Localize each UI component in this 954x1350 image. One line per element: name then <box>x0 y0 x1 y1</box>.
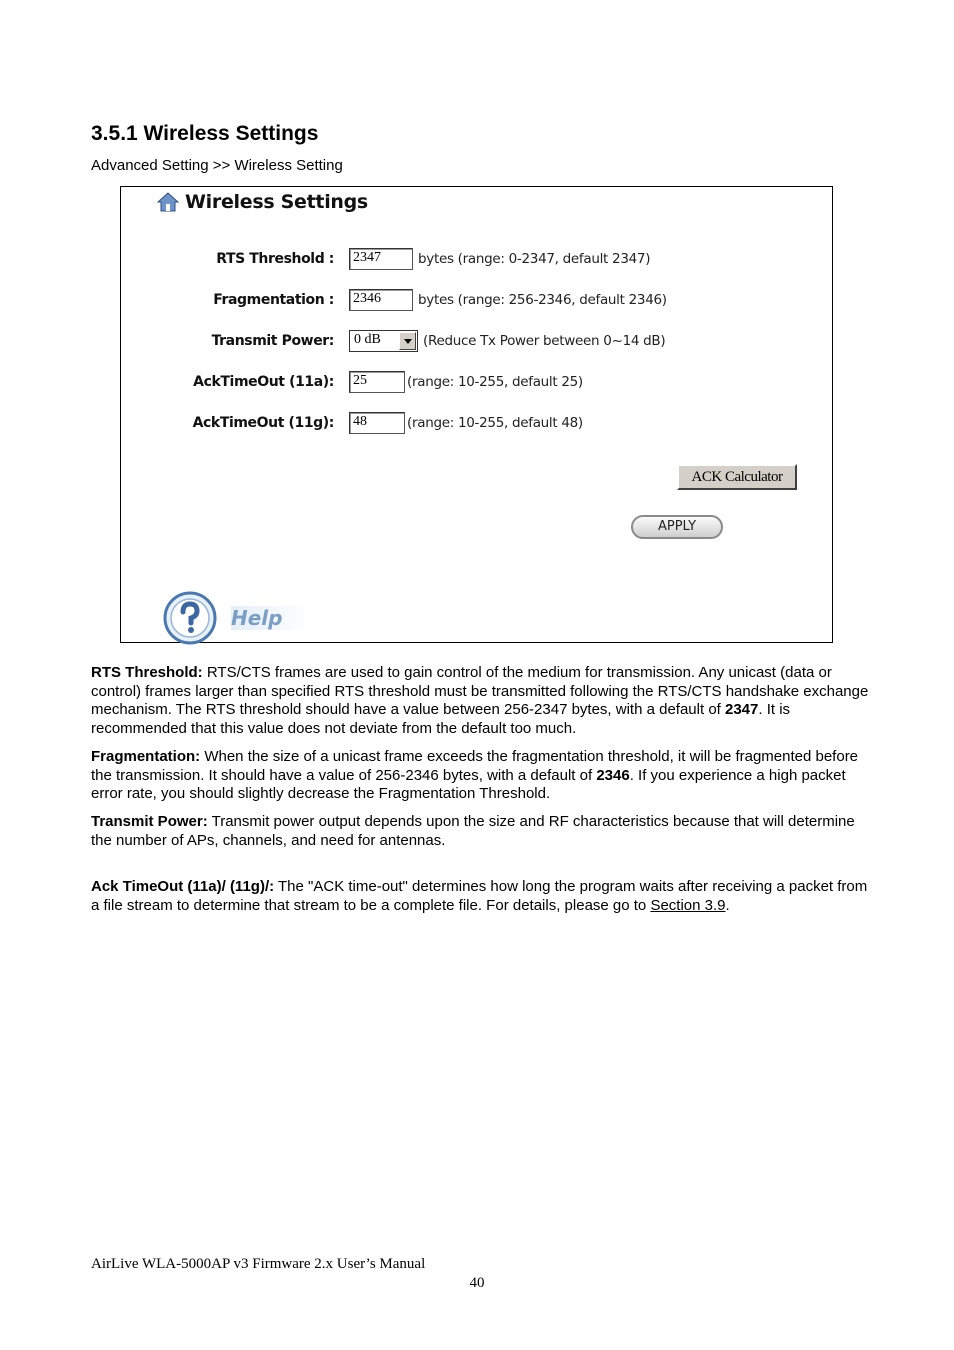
fragmentation-input[interactable]: 2346 <box>349 289 413 311</box>
apply-button[interactable]: APPLY <box>631 515 723 539</box>
ack-timeout-11g-label: AckTimeOut (11g): <box>192 415 334 431</box>
transmit-power-paragraph <box>91 813 871 850</box>
transmit-power-value: 0 dB <box>354 332 381 347</box>
ui-title <box>157 191 368 213</box>
ack-timeout-paragraph <box>91 878 871 915</box>
ack-timeout-11g-hint: (range: 10-255, default 48) <box>407 415 583 431</box>
chevron-down-icon[interactable] <box>399 332 416 350</box>
help-label: Help <box>231 606 312 630</box>
fragmentation-label: Fragmentation : <box>213 292 334 308</box>
ack-timeout-11a-label: AckTimeOut (11a): <box>193 374 334 390</box>
fragmentation-text-a: When the size of a unicast frame exceeds the fragmentation threshold, it will be fragmented before the transmission. It should have a value of 256-2346 bytes, with a default of <box>91 748 859 784</box>
transmit-power-heading: Transmit Power: <box>91 813 208 830</box>
wireless-settings-screenshot <box>120 186 833 643</box>
page-number: 40 <box>469 1275 485 1291</box>
transmit-power-select[interactable] <box>349 330 418 352</box>
rts-paragraph <box>91 664 871 738</box>
help-link[interactable] <box>163 591 312 645</box>
fragmentation-default-value: 2346 <box>596 766 630 784</box>
rts-label: RTS Threshold : <box>216 251 334 267</box>
transmit-power-label: Transmit Power: <box>211 333 334 349</box>
breadcrumb: Advanced Setting >> Wireless Setting <box>91 157 343 174</box>
ui-title-text: Wireless Settings <box>185 191 368 213</box>
ack-timeout-11a-input[interactable]: 25 <box>349 371 405 393</box>
rts-text-b: . It is recommended that this value does not deviate from the default too much. <box>91 701 791 737</box>
ack-timeout-11g-input[interactable]: 48 <box>349 412 405 434</box>
rts-heading: RTS Threshold: <box>91 664 203 681</box>
ack-timeout-text: The "ACK time-out" determines how long the program waits after receiving a packet from a file stream to determine that stream to be a complete file. For details, please go to <box>91 878 868 914</box>
ack-timeout-heading: Ack TimeOut (11a)/ (11g)/: <box>91 878 275 895</box>
ack-timeout-11a-hint: (range: 10-255, default 25) <box>407 374 583 390</box>
footer-manual-title: AirLive WLA-5000AP v3 Firmware 2.x User’s Manual <box>91 1256 426 1272</box>
rts-threshold-input[interactable]: 2347 <box>349 248 413 270</box>
section-title: 3.5.1 Wireless Settings <box>91 122 319 145</box>
transmit-power-hint: (Reduce Tx Power between 0~14 dB) <box>423 333 666 349</box>
transmit-power-text: Transmit power output depends upon the size and RF characteristics because that will determine the number of APs, channels, and need for antennas. <box>91 813 855 849</box>
ack-calculator-button[interactable]: ACK Calculator <box>677 464 797 490</box>
home-icon <box>157 191 179 213</box>
fragmentation-text-b: . If you experience a high packet error rate, you should slightly decrease the Fragmentation Threshold. <box>91 766 846 802</box>
fragmentation-paragraph <box>91 748 871 804</box>
rts-hint: bytes (range: 0-2347, default 2347) <box>418 251 651 267</box>
ack-timeout-end: . <box>725 896 730 914</box>
fragmentation-heading: Fragmentation: <box>91 748 201 765</box>
rts-text-a: RTS/CTS frames are used to gain control of the medium for transmission. Any unicast (data or control) frames larger than specified RTS threshold must be transmitted following the RTS/CTS handshake exchange mechanism. The RTS threshold should have a value between 256-2347 bytes, with a default of <box>91 664 869 718</box>
help-icon <box>163 591 217 645</box>
rts-default-value: 2347 <box>725 701 759 718</box>
fragmentation-hint: bytes (range: 256-2346, default 2346) <box>418 292 667 308</box>
section-3-9-link[interactable]: Section 3.9 <box>650 896 726 914</box>
